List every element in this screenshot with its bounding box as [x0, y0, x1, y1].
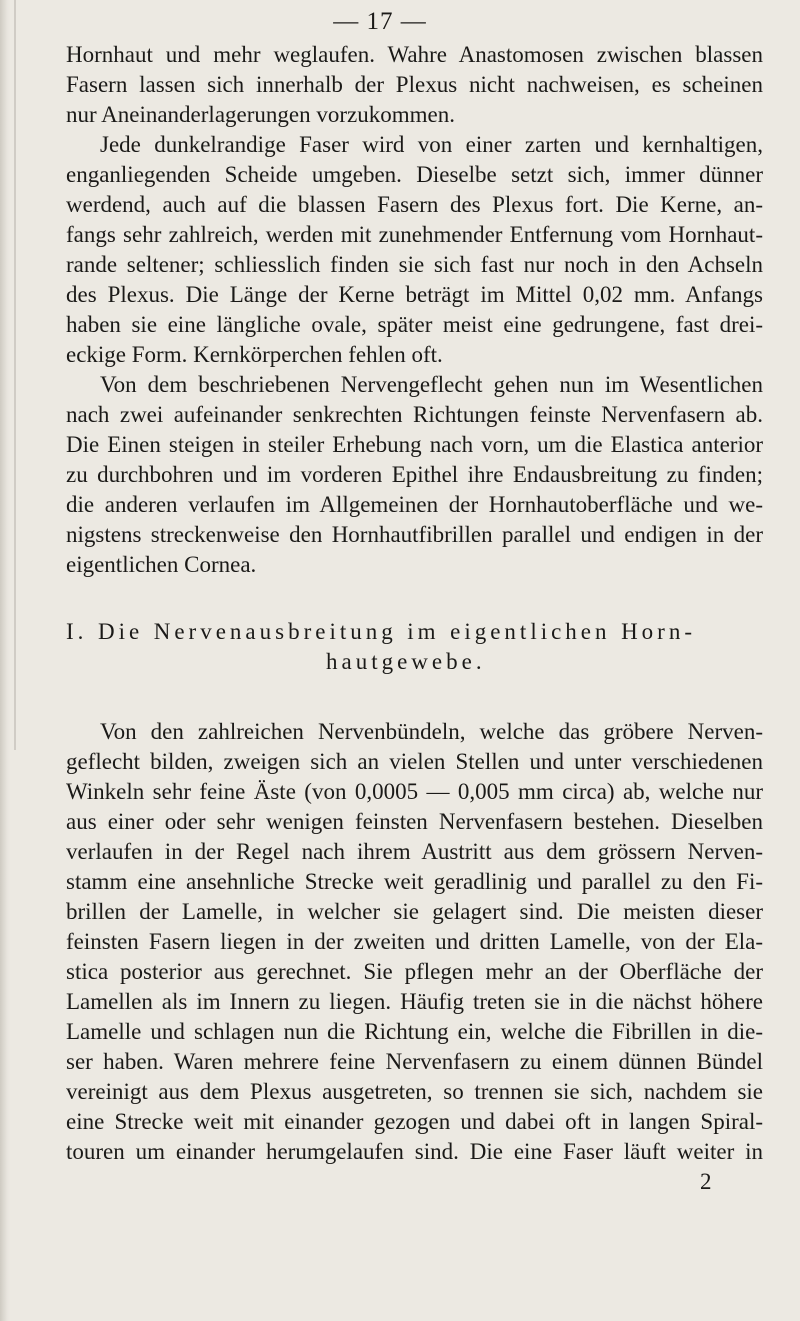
text-line: eigentlichen Cornea. [66, 552, 257, 577]
text-line: werdend, auch auf die blassen Fasern des Plexus fort. Die Kerne, an- [66, 192, 763, 217]
text-line: Jede dunkelrandige Faser wird von einer zarten und kernhaltigen, [100, 132, 763, 157]
text-line: Lamelle und schlagen nun die Richtung ein, welche die Fibrillen in die- [66, 1019, 763, 1044]
text-line: haben sie eine längliche ovale, später meist eine gedrungene, fast drei- [66, 312, 763, 337]
text-line: ser haben. Waren mehrere feine Nervenfasern zu einem dünnen Bündel [66, 1049, 763, 1074]
text-line: Fasern lassen sich innerhalb der Plexus nicht nachweisen, es scheinen [66, 72, 763, 97]
text-line: stica posterior aus gerechnet. Sie pflegen mehr an der Oberfläche der [66, 959, 763, 984]
text-line: nach zwei aufeinander senkrechten Richtungen feinste Nervenfasern ab. [66, 402, 763, 427]
text-line: fangs sehr zahlreich, werden mit zunehmender Entfernung vom Hornhaut- [66, 222, 763, 247]
text-line: brillen der Lamelle, in welcher sie gelagert sind. Die meisten dieser [66, 899, 763, 924]
text-line: des Plexus. Die Länge der Kerne beträgt im Mittel 0,02 mm. Anfangs [66, 282, 763, 307]
text-line: vereinigt aus dem Plexus ausgetreten, so trennen sie sich, nachdem sie [66, 1079, 763, 1104]
text-line: Von den zahlreichen Nervenbündeln, welche das gröbere Nerven- [100, 719, 763, 744]
text-line: geflecht bilden, zweigen sich an vielen Stellen und unter verschiedenen [66, 749, 763, 774]
text-line: nigstens streckenweise den Hornhautfibrillen parallel und endigen in der [66, 522, 763, 547]
sheet-signature: 2 [700, 1169, 712, 1194]
text-line: zu durchbohren und im vorderen Epithel ihre Endausbreitung zu finden; [66, 462, 763, 487]
text-line: eckige Form. Kernkörperchen fehlen oft. [66, 342, 443, 367]
page-number: — 17 — [333, 8, 427, 35]
text-line: touren um einander herumgelaufen sind. Die eine Faser läuft weiter in [66, 1139, 763, 1164]
section-heading-continuation: hautgewebe. [326, 649, 486, 674]
text-line: rande seltener; schliesslich finden sie sich fast nur noch in den Achseln [66, 252, 763, 277]
text-line: aus einer oder sehr wenigen feinsten Nervenfasern bestehen. Dieselben [66, 809, 763, 834]
text-line: verlaufen in der Regel nach ihrem Austritt aus dem grössern Nerven- [66, 839, 763, 864]
scan-margin-shadow [0, 0, 10, 1321]
text-line: nur Aneinanderlagerungen vorzukommen. [66, 102, 455, 127]
text-line: feinsten Fasern liegen in der zweiten und dritten Lamelle, von der Ela- [66, 929, 763, 954]
text-line: Winkeln sehr feine Äste (von 0,0005 — 0,005 mm circa) ab, welche nur [66, 779, 763, 804]
text-line: enganliegenden Scheide umgeben. Dieselbe setzt sich, immer dünner [66, 162, 763, 187]
text-line: Hornhaut und mehr weglaufen. Wahre Anastomosen zwischen blassen [66, 42, 763, 67]
section-heading: I. Die Nervenausbreitung im eigentlichen Horn- [66, 619, 696, 644]
text-line: Lamellen als im Innern zu liegen. Häufig treten sie in die nächst höhere [66, 989, 763, 1014]
text-line: eine Strecke weit mit einander gezogen und dabei oft in langen Spiral- [66, 1109, 763, 1134]
scan-binding-line [14, 0, 16, 750]
text-line: Die Einen steigen in steiler Erhebung nach vorn, um die Elastica anterior [66, 432, 763, 457]
text-line: stamm eine ansehnliche Strecke weit geradlinig und parallel zu den Fi- [66, 869, 763, 894]
text-line: Von dem beschriebenen Nervengeflecht gehen nun im Wesentlichen [100, 372, 763, 397]
text-line: die anderen verlaufen im Allgemeinen der Hornhautoberfläche und we- [66, 492, 763, 517]
